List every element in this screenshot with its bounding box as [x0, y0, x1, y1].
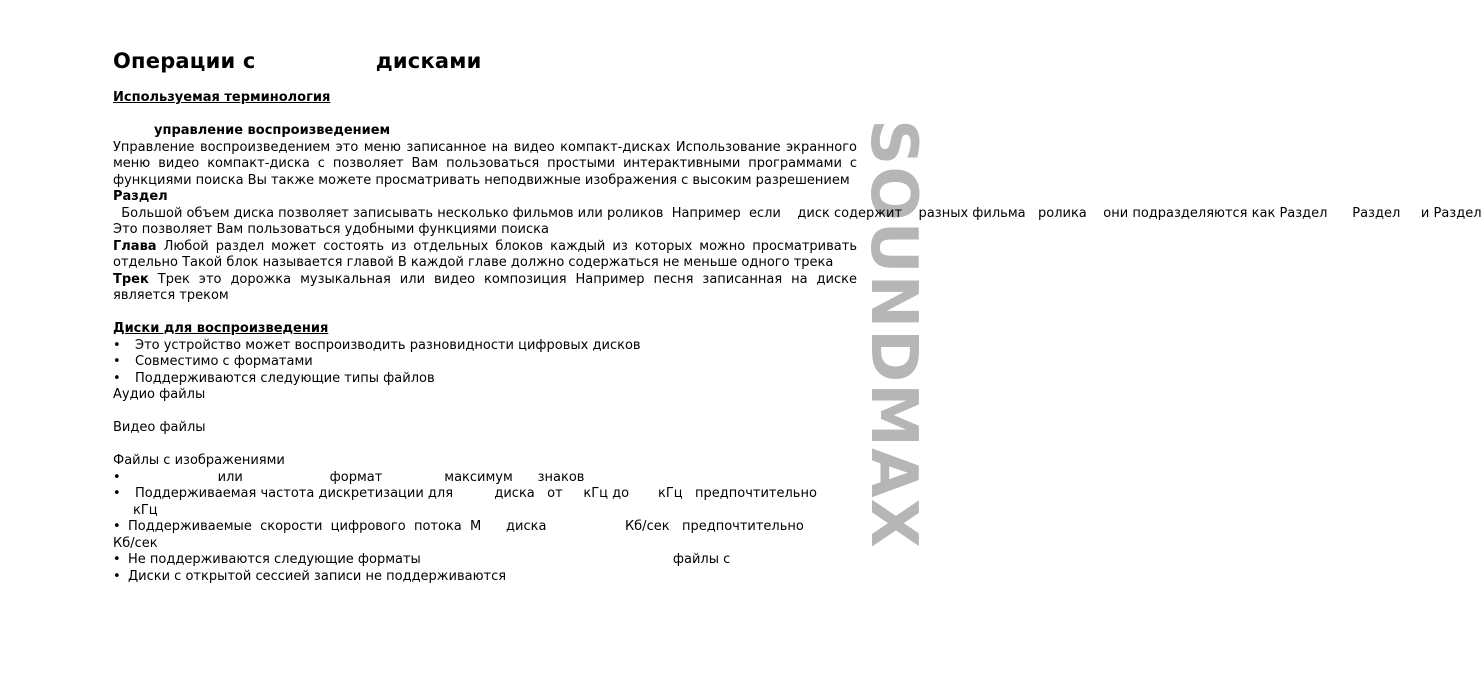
list-item-text: Совместимо с форматами: [135, 354, 313, 369]
section-text: Большой объем диска позволяет записывать несколько фильмов или роликов Например если диск содержит разных фильма ролика они подразделяются как Раздел Раздел и Раздел: [113, 205, 1482, 221]
list-item: [113, 486, 857, 503]
pbc-paragraph: Управление воспроизведением это меню записанное на видео компакт-дисках Использование экранного меню видео компакт-диска с позволяет Вам пользоваться простыми интерактивными программами с функциями поиска Вы также можете просматривать неподвижные изображения с высоким разрешением: [113, 139, 857, 188]
list-item: [113, 569, 857, 586]
audio-files-label: Аудио файлы: [113, 387, 206, 402]
list-item-continuation: кГц: [133, 502, 158, 518]
bullet-marker: •: [113, 469, 121, 485]
list-item-text: или формат максимум знаков: [135, 469, 585, 485]
chapter-text: Любой раздел может состоять из отдельных блоков каждый из которых можно просматривать отдельно Такой блок называется главой В каждой главе должно содержаться не меньше одного трека: [113, 238, 857, 270]
bullet-marker: •: [113, 568, 121, 584]
list-item-text: Поддерживаемые скорости цифрового потока М диска Кб/сек предпочтительно: [128, 519, 804, 534]
brand-wordmark: SOUNDMAX: [856, 119, 930, 549]
bullet-marker: •: [113, 552, 121, 567]
track-text: Трек это дорожка музыкальная или видео композиция Например песня записанная на диске является треком: [113, 271, 857, 303]
list-item-text: Диски с открытой сессией записи не поддерживаются: [128, 568, 507, 584]
bullet-marker: •: [113, 519, 121, 534]
spacer: [113, 404, 857, 421]
video-files-label: Видео файлы: [113, 420, 206, 435]
list-item: [113, 338, 857, 355]
list-item: [113, 371, 857, 388]
spacer: [113, 107, 857, 124]
chapter-definition: [113, 239, 857, 272]
chapter-term: Глава: [113, 238, 157, 254]
list-item-text: Поддерживаемая частота дискретизации для диска от кГц до кГц предпочтительно: [135, 486, 817, 501]
track-definition: [113, 272, 857, 305]
list-item: [113, 519, 857, 536]
list-item-text: Это устройство может воспроизводить разновидности цифровых дисков: [135, 337, 641, 353]
bullet-marker: •: [113, 486, 121, 501]
section-term: Раздел: [113, 189, 168, 204]
spacer: [113, 305, 857, 322]
spacer: [113, 437, 857, 454]
list-item-text: Не поддерживаются следующие форматы файлы с: [128, 552, 731, 567]
image-files-label: Файлы с изображениями: [113, 453, 285, 468]
playback-heading: Диски для воспроизведения: [113, 321, 329, 336]
pbc-subheading: управление воспроизведением: [154, 123, 391, 138]
terminology-heading: Используемая терминология: [113, 90, 331, 105]
track-term: Трек: [113, 271, 149, 287]
brand-logo: [856, 44, 930, 624]
list-item: [113, 354, 857, 371]
list-item-continuation: Кб/сек: [113, 535, 158, 551]
list-item-text: Поддерживаются следующие типы файлов: [135, 370, 435, 386]
list-item: [113, 552, 857, 569]
bullet-marker: •: [113, 337, 121, 353]
section-definition-cont: Это позволяет Вам пользоваться удобными функциями поиска: [113, 222, 549, 237]
bullet-marker: •: [113, 370, 121, 386]
page-title: Операции с дисками: [113, 49, 482, 73]
list-item: [113, 470, 857, 487]
bullet-marker: •: [113, 354, 121, 369]
section-definition: [113, 189, 1482, 222]
